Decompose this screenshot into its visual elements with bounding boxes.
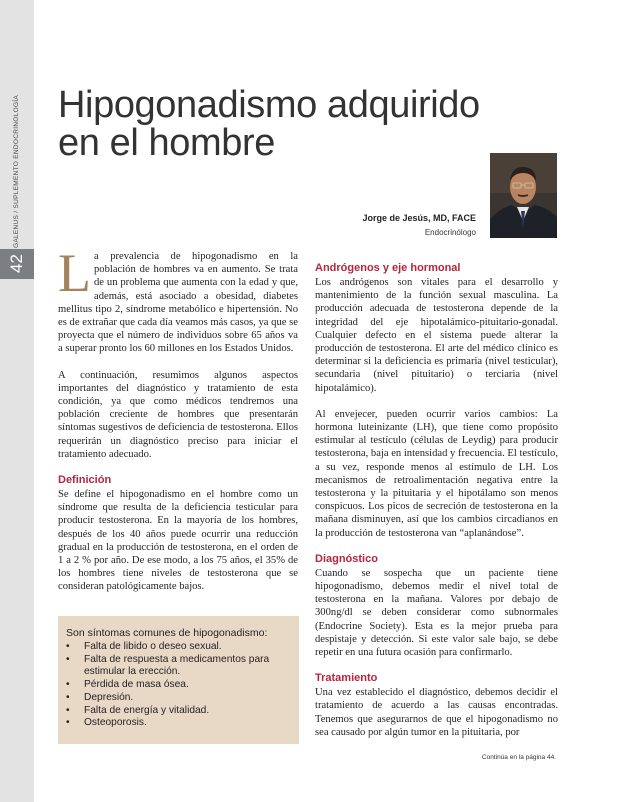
continued-note: Continúa en la página 44.: [481, 754, 556, 761]
author-photo: [490, 153, 557, 238]
symptoms-box: [58, 616, 299, 744]
list-item: • Pérdida de masa ósea.: [66, 679, 189, 691]
running-head: GALENUS / SUPLEMENTO ENDOCRINOLOGÍA: [13, 94, 20, 248]
tratamiento-paragraph: Una vez establecido el diagnóstico, debemos decidir el tratamiento de acuerdo a las causas encontradas. Tenemos que asegurarnos de que el hipogonadismo no sea causado por algún tumor en la pituitaria, por: [315, 687, 558, 738]
definicion-paragraph: Se define el hipogonadismo en el hombre como un síndrome que resulta de la deficiencia testicular para producir testosterona. En la mayoría de los hombres, después de los 40 años puede ocurrir una reducción gradual en la producción de testosterona, en el orden de 1 a 2 % por año. De ese modo, a los 75 años, el 35% de los hombres tiene niveles de testosterona que se consideran patológicamente bajos.: [58, 489, 298, 593]
bullet-icon: •: [66, 717, 70, 729]
article-title: [58, 86, 498, 162]
list-item: • Falta de energía y vitalidad.: [66, 704, 210, 716]
androgenos-paragraph-2: Al envejecer, pueden ocurrir varios cambios: La hormona luteinizante (LH), que tiene como propósito estimular al testículo (células de Leydig) para producir testosterona, baja en intensidad y frecuencia. El testículo, a su vez, responde menos al estímulo de LH. Los mecanismos de retroalimentación negativa entre la testosterona y la pituitaria y el hipotálamo son menos conspicuos. Los picos de secreción de testosterona en la mañana disminuyen, así que los cambios circadianos en la producción de testosterona van “aplanándose”.: [315, 408, 558, 539]
bullet-icon: •: [66, 641, 70, 652]
page-number: 42: [7, 254, 26, 274]
side-rail: [0, 0, 34, 802]
title-line-1: Hipogonadismo adquirido: [58, 84, 480, 126]
intro-text-1: a prevalencia de hipogonadismo en la población de hombres va en aumento. Se trata de un problema que aumenta con la edad y que, además, está asociado a obesidad, diabetes mellitus tipo 2, síndrome metabólico e hipertensión. No es de extrañar que cada día veamos más casos, ya que se proyecta que el número de individuos sobre 65 años va a superar pronto los 60 millones en los Estados Unidos.: [58, 251, 298, 355]
list-item: • Osteoporosis.: [66, 717, 147, 729]
androgenos-paragraph-1: Los andrógenos son vitales para el desarrollo y mantenimiento de la función sexual masculina. La producción adecuada de testosterona depende de la integridad del eje hipotalámico-pituitario-gonadal. Cualquier defecto en el sistema puede alterar la producción de testosterona. El arte del médico clínico es determinar si la deficiencia es primaria (nivel testicular), secundaria (nivel pituitario) o terciaria (nivel hipotalámico).: [315, 277, 558, 394]
author-portrait-image: [490, 153, 557, 238]
drop-cap: L: [58, 243, 91, 303]
author-role: Endocrinólogo: [424, 228, 476, 237]
intro-paragraph-2: A continuación, resumimos algunos aspectos importantes del diagnóstico y tratamiento de esta condición, ya que como médicos tendremos una población creciente de hombres que presentarán síntomas sugestivos de deficiencia de testosterona. Ellos requerirán un diagnóstico preciso para iniciar el tratamiento adecuado.: [58, 369, 298, 460]
title-line-2: en el hombre: [58, 122, 276, 164]
bullet-icon: •: [66, 704, 70, 716]
bullet-icon: •: [66, 691, 70, 703]
symptoms-list: [66, 641, 291, 730]
diagnostico-paragraph: Cuando se sospecha que un paciente tiene hipogonadismo, debemos medir el nivel total de testosterona en la mañana. Valores por debajo de 300ng/dl se deben considerar como subnormales (Endocrine Society). Esta es la mejor prueba para despistaje y detección. Si este valor sale bajo, se debe repetir en una futura ocasión para confirmarlo.: [315, 567, 558, 659]
right-column: [315, 262, 558, 752]
tratamiento-heading: Tratamiento: [315, 672, 378, 685]
bullet-icon: •: [66, 653, 70, 665]
list-item: • Depresión.: [66, 691, 134, 703]
bullet-icon: •: [66, 679, 70, 691]
diagnostico-heading: Diagnóstico: [315, 552, 378, 565]
intro-paragraph-1: [58, 243, 298, 356]
definicion-heading: Definición: [58, 474, 112, 487]
list-item: • Falta de libido o deseo sexual.: [66, 641, 222, 652]
author-name: Jorge de Jesús, MD, FACE: [362, 213, 476, 223]
left-column: [58, 243, 298, 607]
page-number-tab: [0, 249, 34, 279]
androgenos-heading: Andrógenos y eje hormonal: [315, 262, 461, 274]
list-item: • Falta de respuesta a medicamentos para estimular la erección.: [66, 653, 270, 678]
symptoms-box-title: Son síntomas comunes de hipogonadismo:: [66, 627, 268, 639]
